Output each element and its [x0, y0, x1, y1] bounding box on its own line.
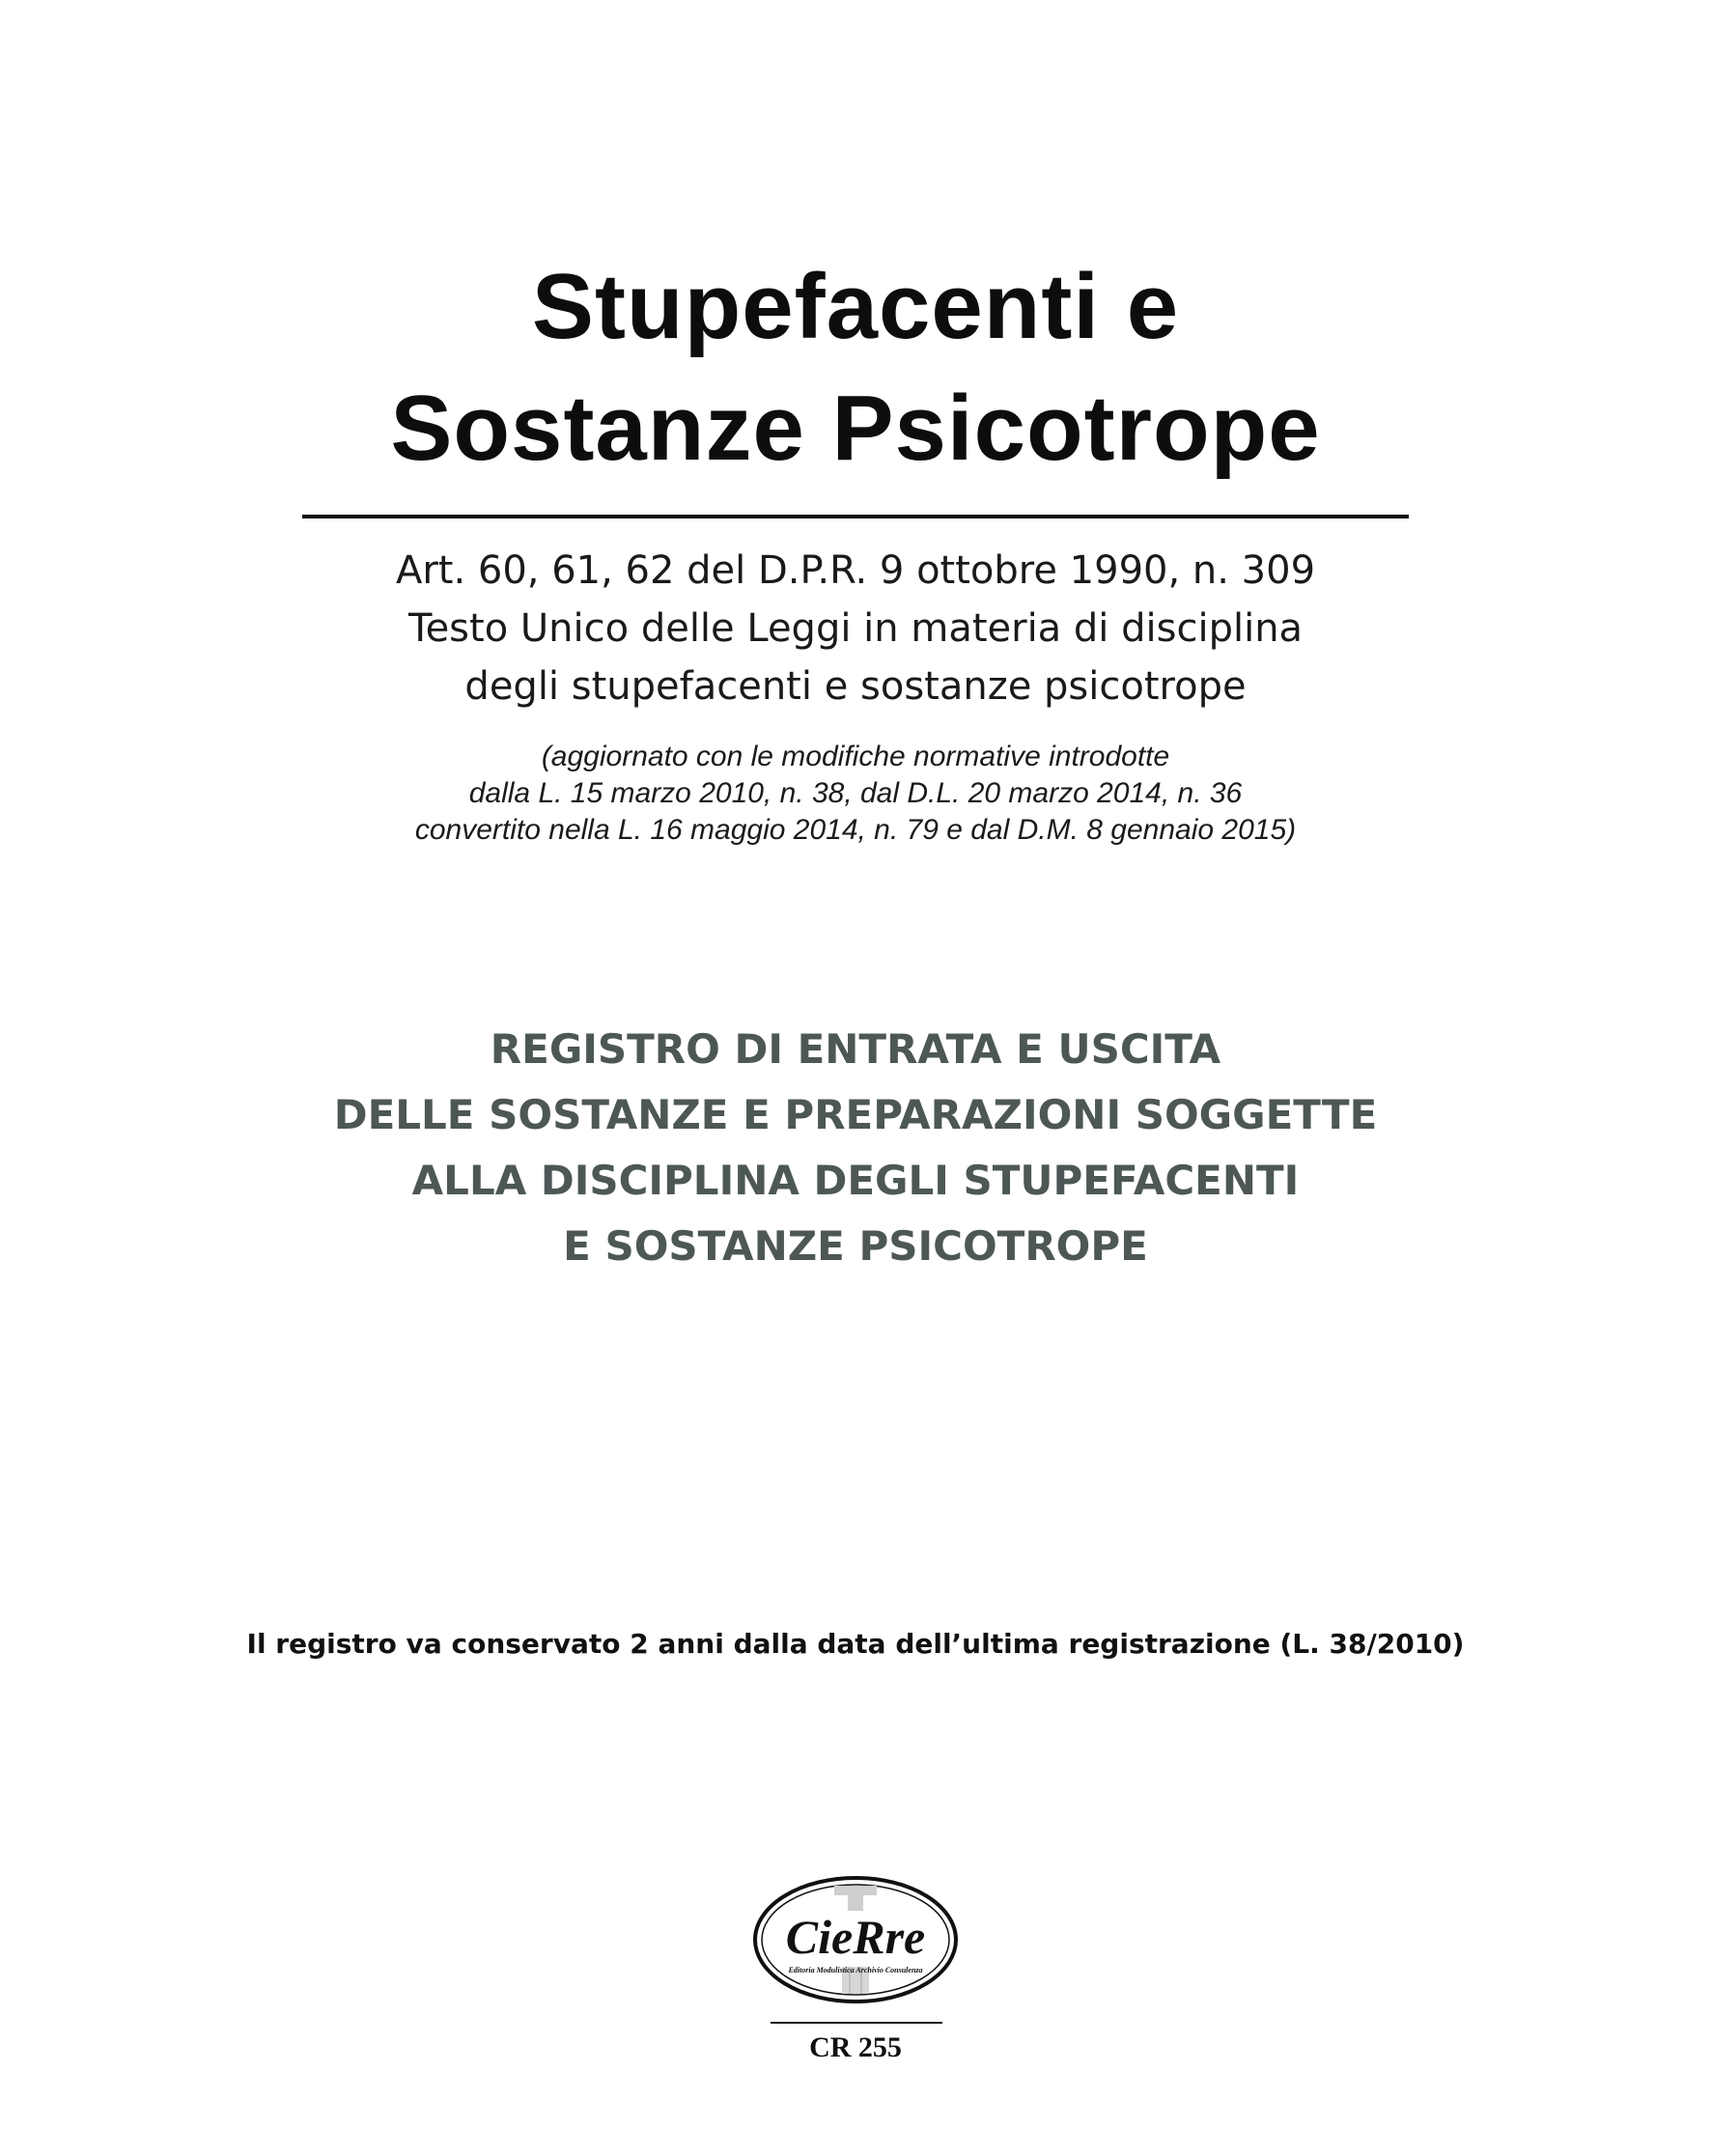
update-note-line-3: convertito nella L. 16 maggio 2014, n. 79 e dal D.M. 8 gennaio 2015) — [414, 814, 1297, 846]
svg-text:CieRre: CieRre — [785, 1910, 926, 1964]
product-code-divider — [771, 2022, 942, 2024]
register-heading-line-4: E SOSTANZE PSICOTROPE — [563, 1222, 1148, 1270]
update-note-line-2: dalla L. 15 marzo 2010, n. 38, dal D.L. 20 marzo 2014, n. 36 — [468, 777, 1243, 809]
law-reference-line-3: degli stupefacenti e sostanze psicotrope — [464, 664, 1247, 709]
title-line-2: Sostanze Psicotrope — [390, 377, 1321, 480]
register-heading-line-2: DELLE SOSTANZE E PREPARAZIONI SOGGETTE — [333, 1091, 1378, 1138]
register-heading-line-3: ALLA DISCIPLINA DEGLI STUPEFACENTI — [411, 1157, 1300, 1204]
cierre-logo-mark — [749, 1872, 962, 2007]
law-reference — [0, 542, 1711, 715]
law-reference-line-1: Art. 60, 61, 62 del D.P.R. 9 ottobre 1990, n. 309 — [395, 548, 1316, 593]
title-line-1: Stupefacenti e — [531, 255, 1180, 358]
svg-text:Editoria Modulistica Archivio: Editoria Modulistica Archivio Consulenza — [788, 1966, 923, 1974]
document-title — [0, 246, 1711, 490]
law-reference-line-2: Testo Unico delle Leggi in materia di disciplina — [407, 606, 1304, 651]
register-heading-line-1: REGISTRO DI ENTRATA E USCITA — [490, 1025, 1221, 1073]
update-note — [0, 739, 1711, 849]
title-divider — [302, 515, 1409, 518]
register-heading — [0, 1017, 1711, 1279]
product-code: CR 255 — [809, 2031, 902, 2063]
cierre-logo — [749, 1872, 962, 2007]
update-note-line-1: (aggiornato con le modifiche normative introdotte — [541, 741, 1170, 772]
retention-note: Il registro va conservato 2 anni dalla data dell’ultima registrazione (L. 38/2010) — [246, 1628, 1465, 1660]
